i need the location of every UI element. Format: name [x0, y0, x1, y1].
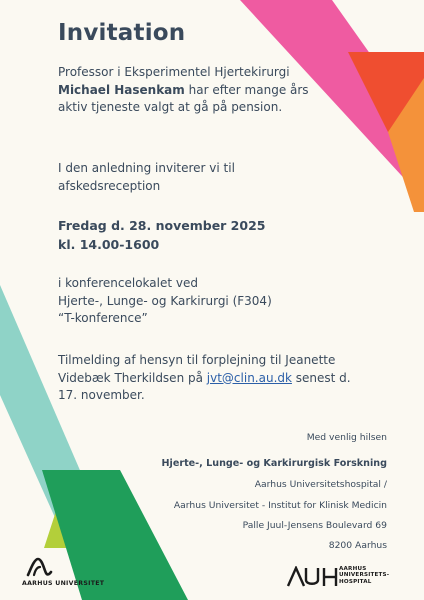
- event-date: Fredag d. 28. november 2025: [58, 218, 266, 233]
- signature-line-1: Aarhus Universitetshospital /: [254, 479, 387, 490]
- auh-logo-icon: [286, 566, 338, 588]
- signature-org: Hjerte-, Lunge- og Karkirurgisk Forskning: [161, 458, 387, 469]
- location-line-3: “T-konference”: [58, 311, 148, 325]
- aarhus-universitet-logo-icon: [20, 555, 60, 579]
- auh-logo-line-2: UNIVERSITETS-: [339, 572, 390, 579]
- signature-greeting: Med venlig hilsen: [306, 432, 387, 443]
- honoree-name: Michael Hasenkam: [58, 82, 185, 97]
- intro-pre: Professor i Eksperimentel Hjertekirurgi: [58, 65, 290, 79]
- intro-paragraph: [58, 64, 328, 117]
- location-line-1: i konferencelokalet ved: [58, 276, 198, 290]
- registration-post: senest d. 17. november.: [58, 370, 351, 402]
- signature-line-2: Aarhus Universitet - Institut for Klinisk Medicin: [173, 500, 387, 511]
- location-line-2: Hjerte-, Lunge- og Karkirurgi (F304): [58, 293, 272, 308]
- event-time: kl. 14.00-1600: [58, 237, 160, 252]
- intro-post: har efter mange års aktiv tjeneste valgt at gå på pension.: [58, 82, 309, 114]
- aarhus-universitet-logo-text: AARHUS UNIVERSITET: [22, 580, 105, 587]
- signature-city: 8200 Aarhus: [328, 540, 387, 551]
- auh-logo-line-1: AARHUS: [339, 566, 367, 572]
- location-block: [58, 275, 318, 328]
- page-title: Invitation: [58, 20, 186, 46]
- signature-address: Palle Juul-Jensens Boulevard 69: [242, 520, 387, 531]
- invite-paragraph: I den anledning inviterer vi til afskedsreception: [58, 161, 235, 193]
- auh-logo-text: [339, 566, 399, 585]
- registration-paragraph: [58, 352, 358, 405]
- auh-logo-line-3: HOSPITAL: [339, 578, 372, 585]
- email-link[interactable]: jvt@clin.au.dk: [206, 370, 292, 385]
- registration-pre: Tilmelding af hensyn til forplejning til Jeanette Videbæk Therkildsen på: [58, 353, 336, 385]
- date-time-block: [58, 216, 265, 254]
